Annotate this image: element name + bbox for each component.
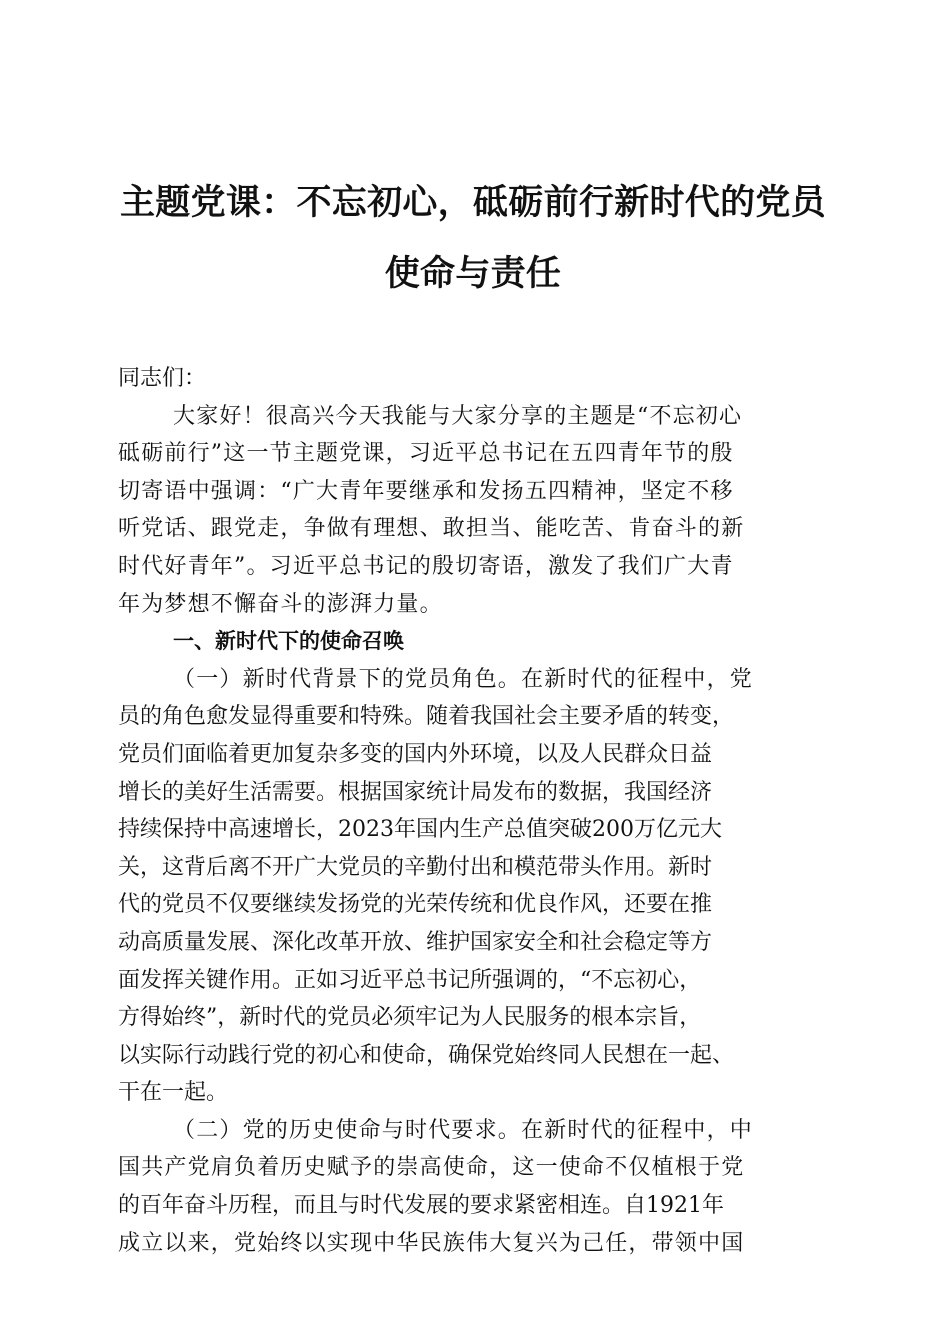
text-line: 动高质量发展、深化改革开放、维护国家安全和社会稳定等方 (118, 929, 713, 955)
document-body (118, 360, 838, 1262)
text-line: 方得始终”，新时代的党员必须牢记为人民服务的根本宗旨， (118, 1005, 702, 1031)
text-line: 国共产党肩负着历史赋予的崇高使命，这一使命不仅植根于党 (118, 1155, 745, 1181)
text-line: 以实际行动践行党的初心和使命，确保党始终同人民想在一起、 (118, 1042, 735, 1068)
text-line: 大家好！很高兴今天我能与大家分享的主题是“不忘初心 (173, 403, 743, 429)
text-line: 党员们面临着更加复杂多变的国内外环境，以及人民群众日益 (118, 741, 713, 767)
text-line: 年为梦想不懈奋斗的澎湃力量。 (118, 591, 443, 617)
text-line: 切寄语中强调：“广大青年要继承和发扬五四精神，坚定不移 (118, 478, 734, 504)
text-line: （二）党的历史使命与时代要求。在新时代的征程中，中 (173, 1117, 754, 1143)
text-line: 听党话、跟党走，争做有理想、敢担当、能吃苦、肯奋斗的新 (118, 516, 745, 542)
text-line: 砥砺前行”这一节主题党课，习近平总书记在五四青年节的殷 (118, 441, 734, 467)
text-line: 成立以来，党始终以实现中华民族伟大复兴为己任，带领中国 (118, 1230, 745, 1256)
text-line: （一）新时代背景下的党员角色。在新时代的征程中，党 (173, 666, 754, 692)
text-line: 时代好青年”。习近平总书记的殷切寄语，激发了我们广大青 (118, 553, 734, 579)
text-line: 持续保持中高速增长，2023年国内生产总值突破200万亿元大 (118, 817, 722, 843)
section-heading: 一、新时代下的使命召唤 (173, 629, 404, 654)
text-line: 干在一起。 (118, 1080, 229, 1106)
text-line: 增长的美好生活需要。根据国家统计局发布的数据，我国经济 (118, 779, 713, 805)
text-line: 代的党员不仅要继续发扬党的光荣传统和优良作风，还要在推 (118, 892, 713, 918)
text-line: 面发挥关键作用。正如习近平总书记所强调的，“不忘初心， (118, 967, 702, 993)
text-line: 关，这背后离不开广大党员的辛勤付出和模范带头作用。新时 (118, 854, 713, 880)
title-line: 主题党课：不忘初心，砥砺前行新时代的党员 (119, 183, 826, 223)
text-line: 员的角色愈发显得重要和特殊。随着我国社会主要矛盾的转变， (118, 704, 735, 730)
salutation: 同志们： (118, 366, 207, 391)
document-title (118, 168, 828, 310)
text-line: 的百年奋斗历程，而且与时代发展的要求紧密相连。自1921年 (118, 1193, 724, 1219)
title-line: 使命与责任 (384, 254, 562, 294)
